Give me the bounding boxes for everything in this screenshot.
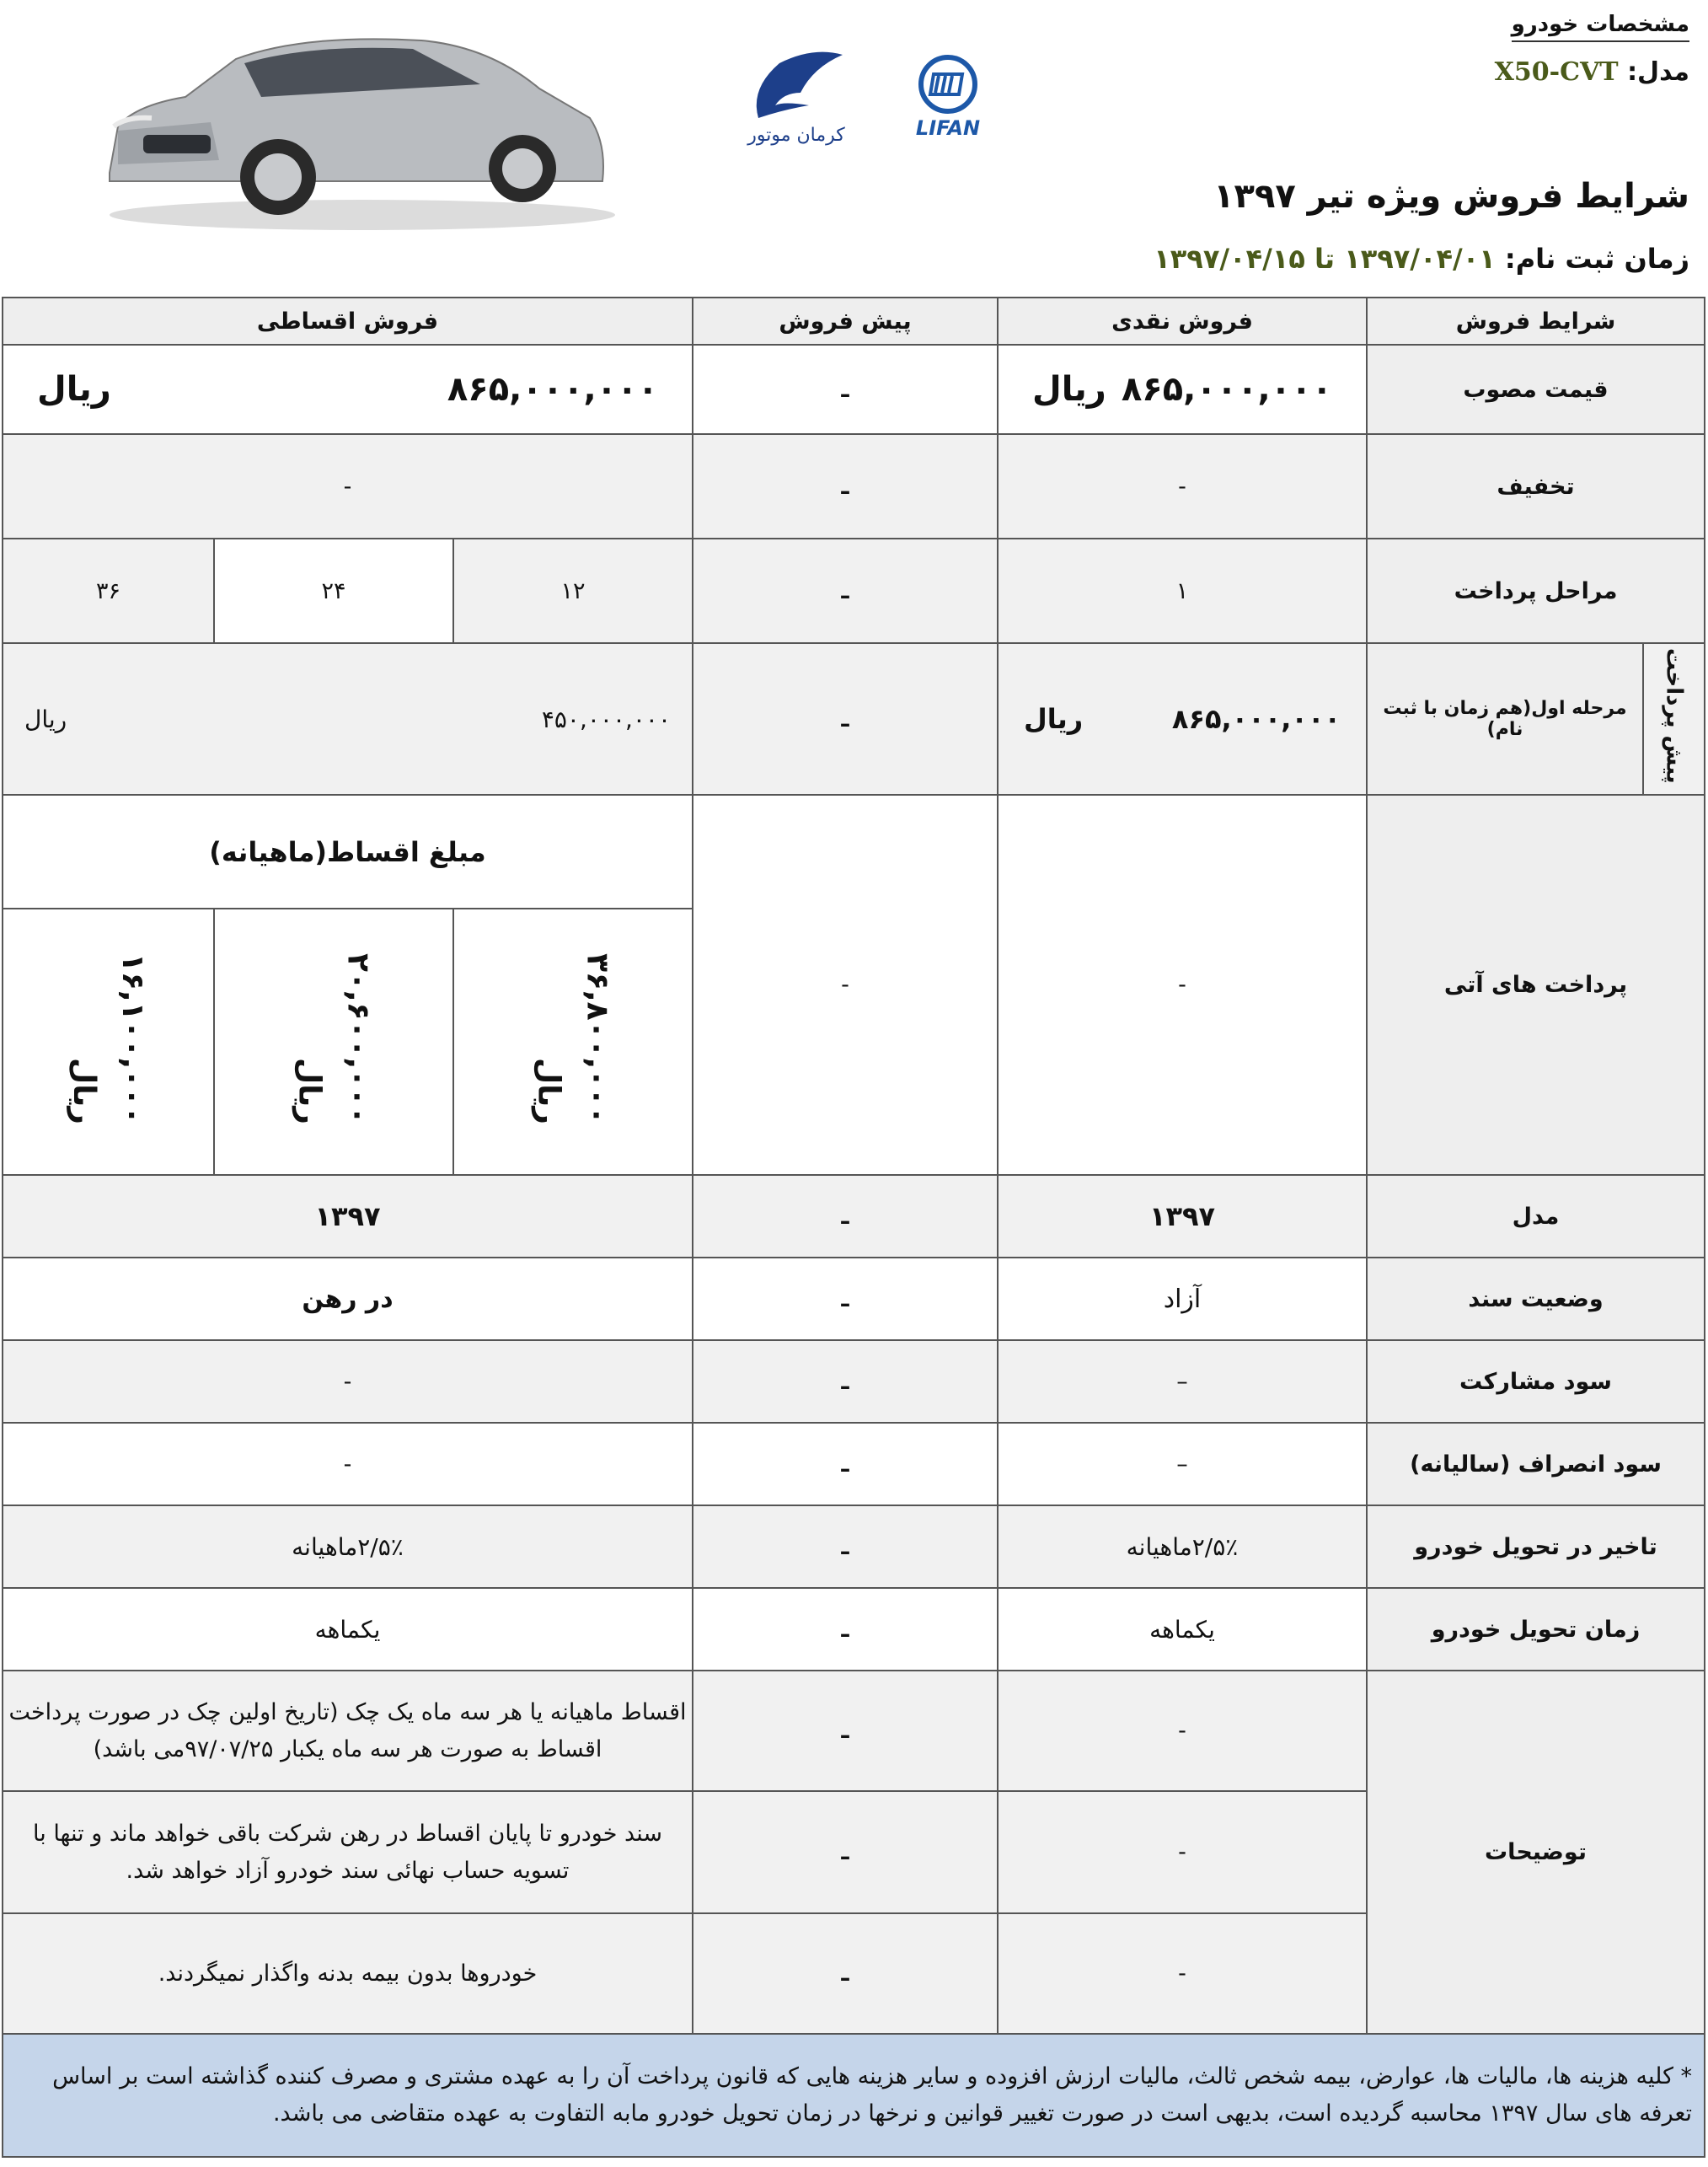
lifan-logo-text: LIFAN (915, 116, 981, 140)
discount-installment: - (3, 434, 693, 539)
row-delivery (3, 1588, 1705, 1671)
reg-label: زمان ثبت نام: (1504, 243, 1689, 275)
prepayment-presale: ـ (693, 643, 998, 795)
header-conditions: شرایط فروش (1367, 298, 1705, 345)
partnership-installment: - (3, 1340, 693, 1423)
delivery-installment: یکماهه (3, 1588, 693, 1671)
row-notes-1 (3, 1671, 1705, 1791)
future-inst-12: ۳۶,۸۰۰,۰۰۰ ریال (453, 909, 693, 1175)
prepay-cash-amount: ۸۶۵,۰۰۰,۰۰۰ (1171, 703, 1341, 735)
price-cash (998, 345, 1367, 434)
row-delay (3, 1505, 1705, 1588)
model-installment: ۱۳۹۷ (3, 1175, 693, 1258)
prepayment-installment (3, 643, 693, 795)
notes-2-cash: - (998, 1791, 1367, 1913)
future-cash: - (998, 795, 1367, 1175)
model-value: X50-CVT (1494, 57, 1619, 87)
row-footer (3, 2034, 1705, 2157)
price-presale: ـ (693, 345, 998, 434)
prepayment-cash (998, 643, 1367, 795)
stages-cash: ۱ (998, 539, 1367, 643)
notes-2-presale: ـ (693, 1791, 998, 1913)
kerman-logo-text: کرمان موتور (747, 125, 845, 146)
notes-2-installment: سند خودرو تا پایان اقساط در رهن شرکت باقی خواهد ماند و تنها با تسویه حساب نهائی سند خودرو آزاد خواهد شد. (3, 1791, 693, 1913)
row-prepayment (3, 643, 1705, 795)
cancel-label: سود انصراف (سالیانه) (1367, 1423, 1705, 1505)
row-price (3, 345, 1705, 434)
partnership-cash: – (998, 1340, 1367, 1423)
delivery-cash: یکماهه (998, 1588, 1367, 1671)
cancel-installment: - (3, 1423, 693, 1505)
future-label: پرداخت های آتی (1367, 795, 1705, 1175)
row-model (3, 1175, 1705, 1258)
model-row-label: مدل (1367, 1175, 1705, 1258)
row-doc-status (3, 1258, 1705, 1340)
future-inst-24: ۲۰,۶۰۰,۰۰۰ ریال (214, 909, 453, 1175)
header-cash: فروش نقدی (998, 298, 1367, 345)
doc-status-presale: ـ (693, 1258, 998, 1340)
discount-presale: ـ (693, 434, 998, 539)
prepayment-group-label: پیش پرداخت (1643, 643, 1705, 795)
doc-status-label: وضعیت سند (1367, 1258, 1705, 1340)
kerman-motor-logo (733, 46, 859, 148)
row-partnership (3, 1340, 1705, 1423)
discount-cash: - (998, 434, 1367, 539)
price-inst-amount: ۸۶۵,۰۰۰,۰۰۰ (447, 370, 658, 409)
stages-presale: ـ (693, 539, 998, 643)
future-inst-36: ۱۶,۱۰۰,۰۰۰ ریال (3, 909, 214, 1175)
stages-label: مراحل پرداخت (1367, 539, 1705, 643)
prepayment-label: مرحله اول(هم زمان با ثبت نام) (1367, 643, 1643, 795)
notes-1-cash: - (998, 1671, 1367, 1791)
sale-headline: شرایط فروش ویژه تیر ۱۳۹۷ (1213, 177, 1689, 216)
model-line (1336, 57, 1689, 87)
header-presale: پیش فروش (693, 298, 998, 345)
stages-inst-12: ۱۲ (453, 539, 693, 643)
price-label: قیمت مصوب (1367, 345, 1705, 434)
spec-header (1336, 12, 1689, 87)
model-presale: ـ (693, 1175, 998, 1258)
price-installment (3, 345, 693, 434)
price-inst-currency: ریال (37, 370, 111, 409)
row-future-title (3, 795, 1705, 909)
footer-note: * کلیه هزینه ها، مالیات ها، عوارض، بیمه شخص ثالث، مالیات ارزش افزوده و سایر هزینه هایی که قانون پرداخت آن را به عهده مشتری و مصرف کننده گذاشته است بر اساس تعرفه های سال ۱۳۹۷ محاسبه گردیده است، بدیهی است در صورت تغییر قوانین و نرخها در زمان تحویل خودرو مابه التفاوت به عهده متقاضی می باشد. (3, 2034, 1705, 2157)
notes-label: توضیحات (1367, 1671, 1705, 2034)
registration-period (1154, 243, 1689, 275)
sales-conditions-table (2, 297, 1705, 2158)
stages-inst-36: ۳۶ (3, 539, 214, 643)
header-installment: فروش اقساطی (3, 298, 693, 345)
notes-3-cash: - (998, 1913, 1367, 2034)
price-cash-currency: ریال (1032, 370, 1106, 409)
discount-label: تخفیف (1367, 434, 1705, 539)
model-label: مدل: (1627, 57, 1689, 87)
delay-cash: ۲/۵٪ماهیانه (998, 1505, 1367, 1588)
notes-1-presale: ـ (693, 1671, 998, 1791)
notes-3-presale: ـ (693, 1913, 998, 2034)
lifan-logo (902, 51, 994, 143)
spec-title: مشخصات خودرو (1512, 12, 1689, 42)
notes-1-installment: اقساط ماهیانه یا هر سه ماه یک چک (تاریخ اولین چک در صورت پرداخت اقساط به صورت هر سه ماه یکبار ۹۷/۰۷/۲۵می باشد) (3, 1671, 693, 1791)
delivery-presale: ـ (693, 1588, 998, 1671)
price-cash-amount: ۸۶۵,۰۰۰,۰۰۰ (1121, 370, 1332, 409)
row-discount (3, 434, 1705, 539)
prepay-inst-currency: ریال (24, 705, 67, 733)
cancel-presale: ـ (693, 1423, 998, 1505)
partnership-label: سود مشارکت (1367, 1340, 1705, 1423)
model-cash: ۱۳۹۷ (998, 1175, 1367, 1258)
cancel-cash: – (998, 1423, 1367, 1505)
future-inst-title: مبلغ اقساط(ماهیانه) (3, 795, 693, 909)
car-image (84, 25, 624, 236)
future-presale: - (693, 795, 998, 1175)
reg-dates: ۱۳۹۷/۰۴/۰۱ تا ۱۳۹۷/۰۴/۱۵ (1154, 243, 1496, 275)
stages-inst-24: ۲۴ (214, 539, 453, 643)
delay-label: تاخیر در تحویل خودرو (1367, 1505, 1705, 1588)
prepay-inst-amount: ۴۵۰,۰۰۰,۰۰۰ (541, 705, 671, 733)
row-stages (3, 539, 1705, 643)
doc-status-installment: در رهن (3, 1258, 693, 1340)
delay-presale: ـ (693, 1505, 998, 1588)
table-header-row (3, 298, 1705, 345)
partnership-presale: ـ (693, 1340, 998, 1423)
doc-status-cash: آزاد (998, 1258, 1367, 1340)
row-cancel (3, 1423, 1705, 1505)
delivery-label: زمان تحویل خودرو (1367, 1588, 1705, 1671)
prepay-cash-currency: ریال (1024, 703, 1084, 735)
notes-3-installment: خودروها بدون بیمه بدنه واگذار نمیگردند. (3, 1913, 693, 2034)
delay-installment: ۲/۵٪ماهیانه (3, 1505, 693, 1588)
